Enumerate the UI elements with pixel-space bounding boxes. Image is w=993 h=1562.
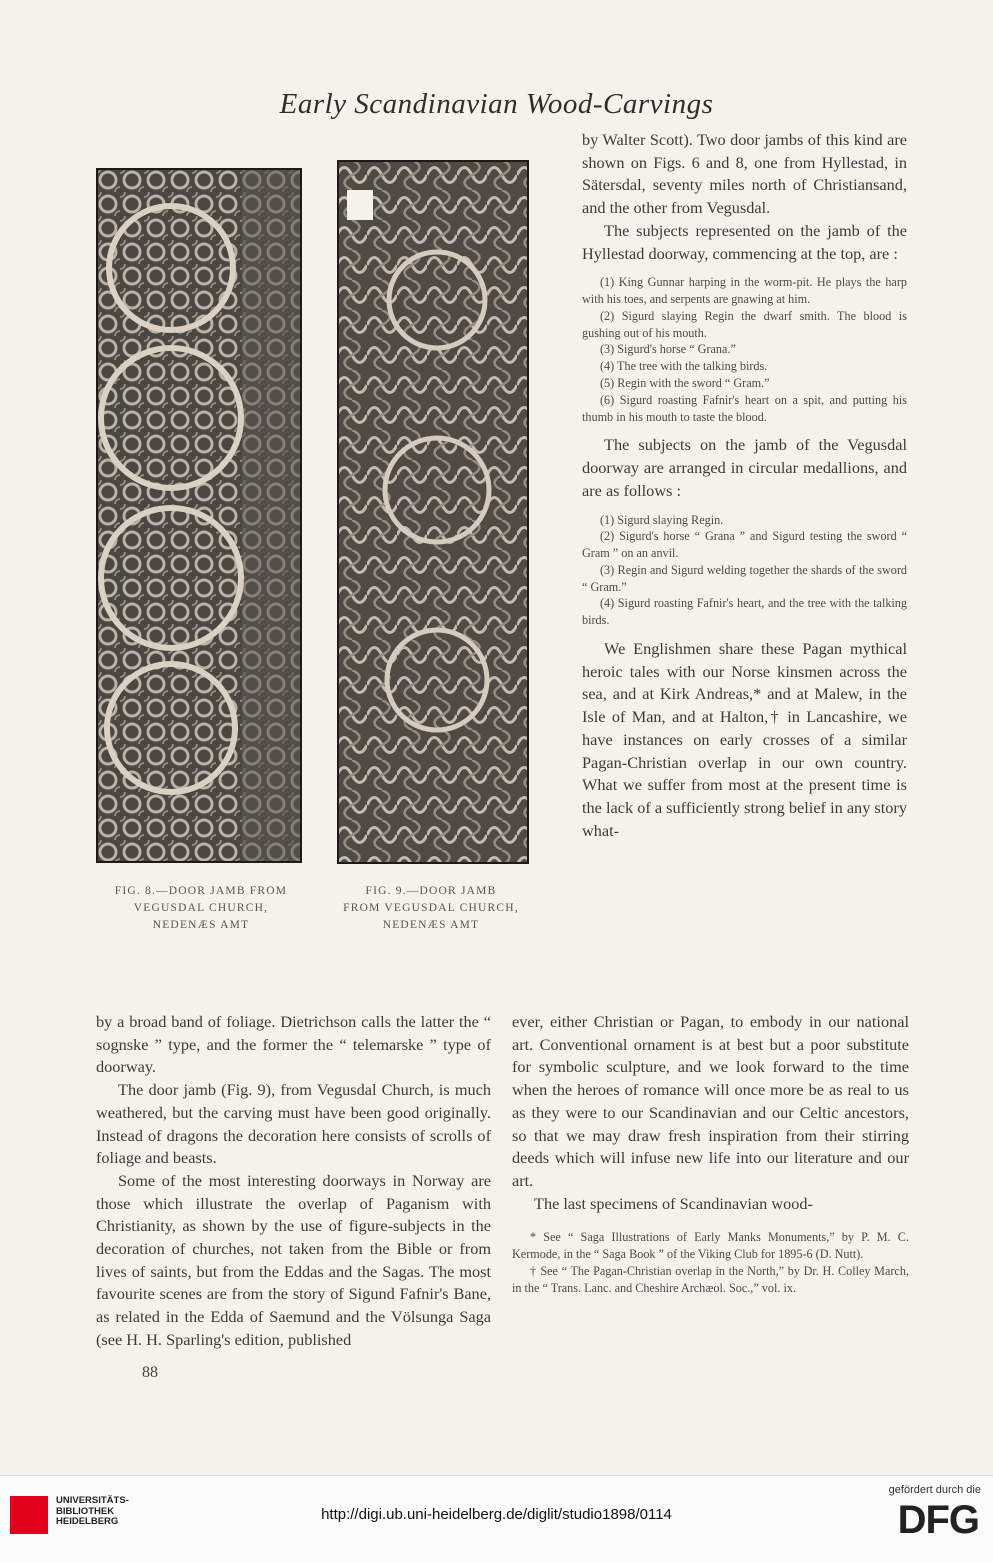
- footnotes: [512, 1229, 909, 1296]
- source-url-link[interactable]: http://digi.ub.uni-heidelberg.de/diglit/studio1898/0114: [321, 1506, 672, 1523]
- figure-8-carving: [96, 168, 302, 863]
- paragraph: Some of the most interesting doorways in Norway are those which illustrate the overlap of Paganism with Christianity, as shown by the use of figure-subjects in the decoration of churches, not taken from the Bible or from lives of saints, but from the Eddas and the Sagas. The most favourite scenes are from the story of Sigund Fafnir's Bane, as related in the Edda of Saemund and the Völsunga Saga (see H. H. Sparling's edition, published: [96, 1170, 491, 1349]
- figure-9-image: [337, 160, 529, 864]
- list-item: (3) Regin and Sigurd welding together the shards of the sword “ Gram.”: [582, 562, 907, 594]
- funding-note: gefördert durch die: [888, 1484, 981, 1496]
- paragraph: The subjects on the jamb of the Vegusdal doorway are arranged in circular medallions, and are as follows :: [582, 435, 907, 500]
- list-item: (3) Sigurd's horse “ Grana.”: [600, 342, 736, 357]
- left-column-lower: [96, 1011, 491, 1352]
- library-name: UNIVERSITÄTS- BIBLIOTHEK HEIDELBERG: [56, 1495, 129, 1527]
- list-item: (1) Sigurd slaying Regin.: [600, 512, 724, 527]
- running-head: Early Scandinavian Wood-Carvings: [279, 88, 714, 120]
- paragraph: The last specimens of Scandinavian wood-: [534, 1193, 813, 1213]
- list-item: (2) Sigurd slaying Regin the dwarf smith. The blood is gushing out of his mouth.: [582, 308, 907, 340]
- page-number: 88: [142, 1364, 158, 1381]
- paragraph: We Englishmen share these Pagan mythical heroic tales with our Norse kinsmen across the sea, and at Kirk Andreas,* and at Malew, in the Isle of Man, and at Halton,† in Lancashire, we have instances on early crosses of a similar Pagan-Christian overlap in our own country. What we suffer from most at the present time is the lack of a sufficiently strong belief in any story what-: [582, 639, 907, 840]
- vegusdal-subjects-list: [582, 512, 907, 630]
- list-item: (4) Sigurd roasting Fafnir's heart, and the tree with the talking birds.: [582, 596, 907, 628]
- dfg-logo: DFG: [897, 1498, 979, 1542]
- digitization-footer: [0, 1475, 993, 1562]
- paragraph: The subjects represented on the jamb of the Hyllestad doorway, commencing at the top, are :: [582, 220, 907, 263]
- list-item: (5) Regin with the sword “ Gram.”: [600, 376, 770, 390]
- footnote: † See “ The Pagan-Christian overlap in the North,” by Dr. H. Colley March, in the “ Trans. Lanc. and Cheshire Archæol. Soc.,” vol. ix.: [512, 1263, 909, 1295]
- paragraph: by a broad band of foliage. Dietrichson calls the latter the “ sognske ” type, and the former the “ telemarske ” type of doorway.: [96, 1012, 491, 1077]
- paragraph: The door jamb (Fig. 9), from Vegusdal Church, is much weathered, but the carving must have been good originally. Instead of dragons the decoration here consists of scrolls of foliage and beasts.: [96, 1080, 491, 1168]
- figure-8-caption: FIG. 8.—DOOR JAMB FROM VEGUSDAL CHURCH, NEDENÆS AMT: [114, 885, 288, 931]
- paragraph: by Walter Scott). Two door jambs of this kind are shown on Figs. 6 and 8, one from Hyllestad, in Sätersdal, seventy miles north of Christiansand, and the other from Vegusdal.: [582, 130, 907, 218]
- right-column-lower: [512, 1011, 909, 1297]
- figure-9-caption: FIG. 9.—DOOR JAMB FROM VEGUSDAL CHURCH, NEDENÆS AMT: [343, 885, 519, 931]
- list-item: (6) Sigurd roasting Fafnir's heart on a spit, and putting his thumb in his mouth to taste the blood.: [582, 392, 907, 424]
- list-item: (4) The tree with the talking birds.: [600, 359, 768, 374]
- hyllestad-subjects-list: [582, 274, 907, 425]
- list-item: (2) Sigurd's horse “ Grana ” and Sigurd testing the sword “ Gram ” on an anvil.: [582, 529, 907, 561]
- figure-8-image: [96, 168, 302, 863]
- figure-9-carving: [337, 160, 529, 864]
- right-column-upper: [582, 129, 907, 842]
- footnote: * See “ Saga Illustrations of Early Manks Monuments,” by P. M. C. Kermode, in the “ Saga Book ” of the Viking Club for 1895-6 (D. Nutt).: [512, 1230, 909, 1262]
- list-item: (1) King Gunnar harping in the worm-pit. He plays the harp with his toes, and serpents are gnawing at him.: [582, 275, 907, 307]
- paragraph: ever, either Christian or Pagan, to embody in our national art. Conventional ornament is at best but a poor substitute for symbolic sculpture, and we look forward to the time when the heroes of romance will once more be as real to us as they were to our Scandinavian and our Celtic ancestors, so that we may draw fresh inspiration from their stirring deeds which will infuse new life into our literature and our art.: [512, 1012, 909, 1190]
